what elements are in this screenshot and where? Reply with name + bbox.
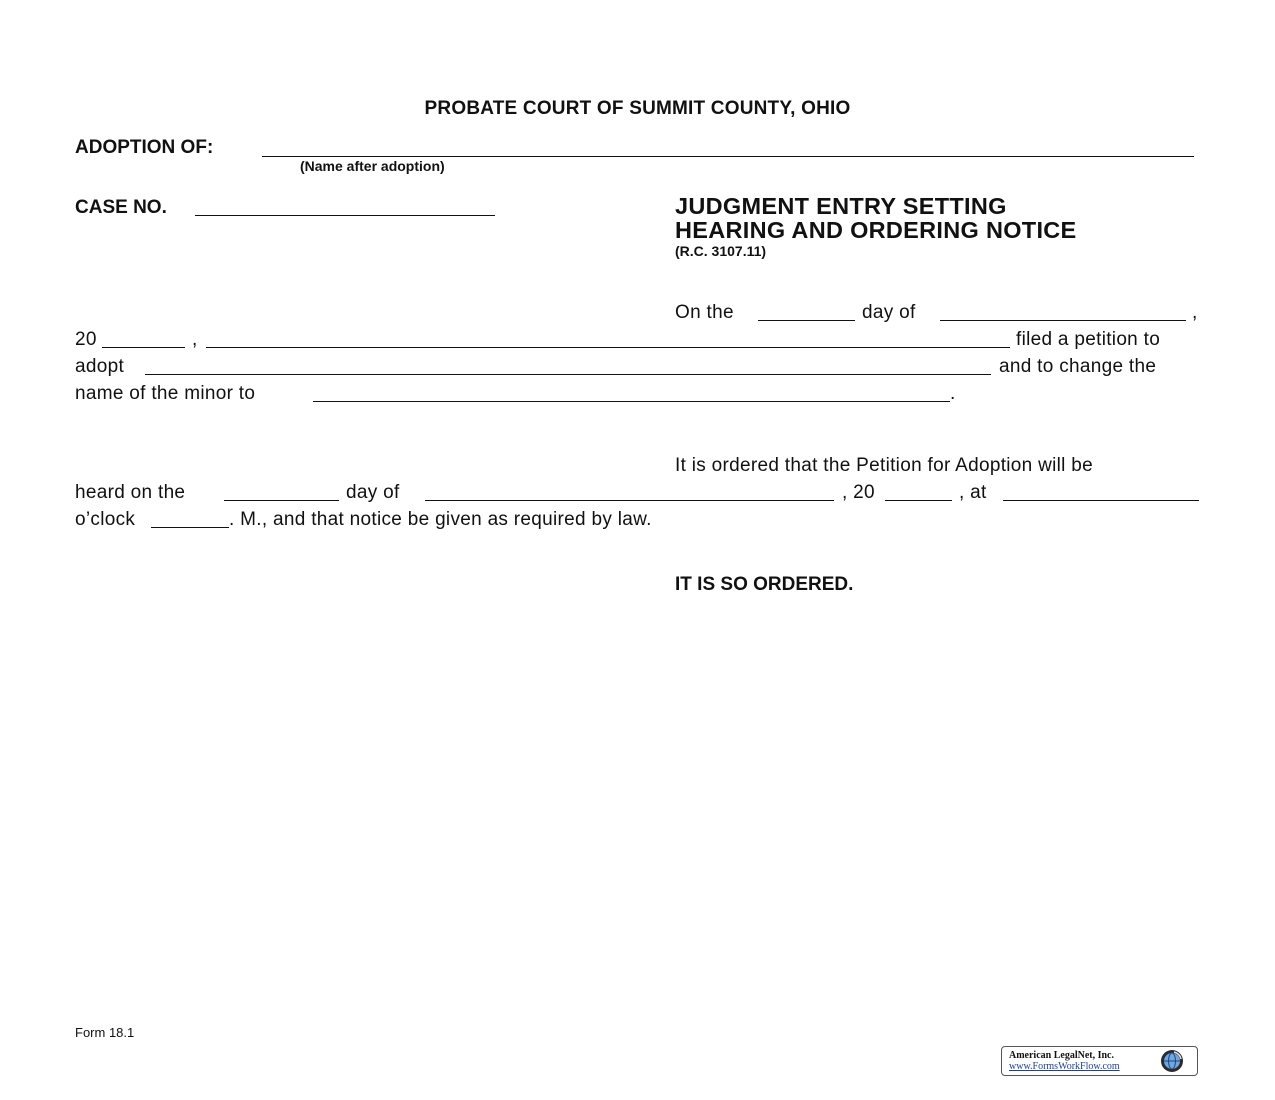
adoption-name-field[interactable] xyxy=(262,156,1194,157)
entry-title-line1: JUDGMENT ENTRY SETTING xyxy=(675,193,1007,219)
entry-title-line2: HEARING AND ORDERING NOTICE xyxy=(675,217,1077,243)
p2-am-pm-field[interactable] xyxy=(151,527,229,528)
p1-change-name: and to change the xyxy=(999,356,1157,377)
publisher-logo[interactable] xyxy=(1001,1046,1198,1076)
p1-year-field[interactable] xyxy=(102,347,185,348)
form-number: Form 18.1 xyxy=(75,1025,135,1040)
statute-reference: (R.C. 3107.11) xyxy=(675,243,767,259)
p2-heard-on: heard on the xyxy=(75,482,186,503)
p1-period: . xyxy=(950,383,956,404)
p1-day-of: day of xyxy=(862,302,916,323)
p2-time-field[interactable] xyxy=(1003,500,1199,501)
court-title: PROBATE COURT OF SUMMIT COUNTY, OHIO xyxy=(424,98,851,119)
p1-adopt: adopt xyxy=(75,356,125,377)
so-ordered: IT IS SO ORDERED. xyxy=(675,574,854,595)
p1-year-prefix: 20 xyxy=(75,329,97,350)
adoption-name-caption: (Name after adoption) xyxy=(300,158,445,174)
p2-oclock: o’clock xyxy=(75,509,136,530)
globe-icon xyxy=(1160,1049,1184,1073)
case-number-field[interactable] xyxy=(195,215,495,216)
p1-comma: , xyxy=(1192,302,1198,323)
p2-year-prefix: , 20 xyxy=(842,482,875,503)
p1-minor-field[interactable] xyxy=(145,374,991,375)
p2-notice: . M., and that notice be given as required by law. xyxy=(229,509,652,530)
logo-company-name: American LegalNet, Inc. xyxy=(1009,1050,1114,1061)
p2-at: , at xyxy=(959,482,987,503)
p1-filed: filed a petition to xyxy=(1016,329,1161,350)
case-number-label: CASE NO. xyxy=(75,197,167,218)
p1-day-field[interactable] xyxy=(758,320,855,321)
p2-day-field[interactable] xyxy=(224,500,339,501)
p1-new-name-field[interactable] xyxy=(313,401,950,402)
p2-ordered-that: It is ordered that the Petition for Adoption will be xyxy=(675,455,1094,476)
p2-month-field[interactable] xyxy=(425,500,834,501)
p2-year-field[interactable] xyxy=(885,500,952,501)
p1-petitioner-field[interactable] xyxy=(206,347,1010,348)
adoption-of-label: ADOPTION OF: xyxy=(75,137,214,158)
p1-name-minor: name of the minor to xyxy=(75,383,256,404)
logo-url-link[interactable]: www.FormsWorkFlow.com xyxy=(1009,1061,1120,1072)
p1-on-the: On the xyxy=(675,302,734,323)
p2-day-of: day of xyxy=(346,482,400,503)
p1-comma2: , xyxy=(192,329,198,350)
p1-month-field[interactable] xyxy=(940,320,1186,321)
